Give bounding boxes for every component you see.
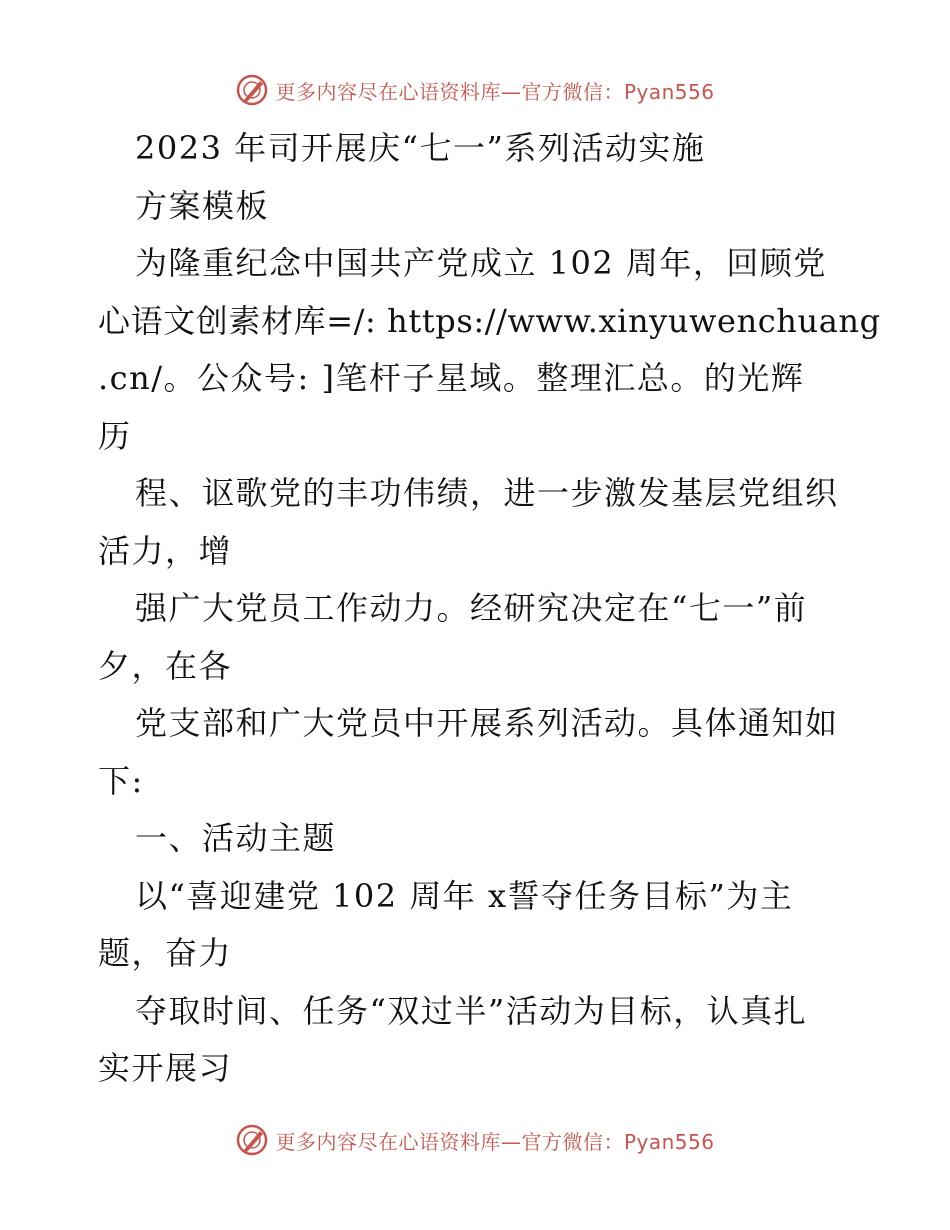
paragraph-line: 强广大党员工作动力。经研究决定在“七一”前 (135, 589, 808, 627)
paragraph-line: 以“喜迎建党 102 周年 x誓夺任务目标”为主 (135, 876, 794, 915)
paragraph-line: .cn/。公众号: ]笔杆子星域。整理汇总。的光辉 (98, 359, 805, 397)
section-heading: 一、活动主题 (135, 819, 337, 857)
watermark-text: 更多内容尽在心语资料库—官方微信：Pyan556 (275, 1129, 715, 1154)
footer-watermark (0, 1120, 950, 1160)
paragraph-line: 夕，在各 (98, 646, 233, 685)
paragraph-line: 心语文创素材库=/: https://www.xinyuwenchuang (98, 301, 881, 340)
paragraph-line: 党支部和广大党员中开展系列活动。具体通知如 (135, 704, 839, 742)
paragraph-line: 历 (98, 416, 132, 455)
paragraph-line: 程、讴歌党的丰功伟绩，进一步激发基层党组织 (135, 474, 839, 512)
doc-title-line-2: 方案模板 (135, 186, 270, 225)
document-body (98, 120, 881, 1098)
paragraph-line: 实开展习 (98, 1049, 233, 1087)
watermark-text: 更多内容尽在心语资料库—官方微信：Pyan556 (275, 79, 715, 104)
pen-logo-icon (235, 1123, 269, 1157)
pen-logo-icon (235, 73, 269, 107)
paragraph-line: 活力，增 (98, 531, 233, 570)
paragraph-line: 为隆重纪念中国共产党成立 102 周年，回顾党 (135, 244, 827, 282)
paragraph-line: 夺取时间、任务“双过半”活动为目标，认真扎 (135, 991, 808, 1030)
paragraph-line: 题，奋力 (98, 934, 233, 972)
doc-title-line-1: 2023 年司开展庆“七一”系列活动实施 (135, 129, 706, 167)
header-watermark (0, 70, 950, 110)
paragraph-line: 下: (98, 761, 144, 800)
